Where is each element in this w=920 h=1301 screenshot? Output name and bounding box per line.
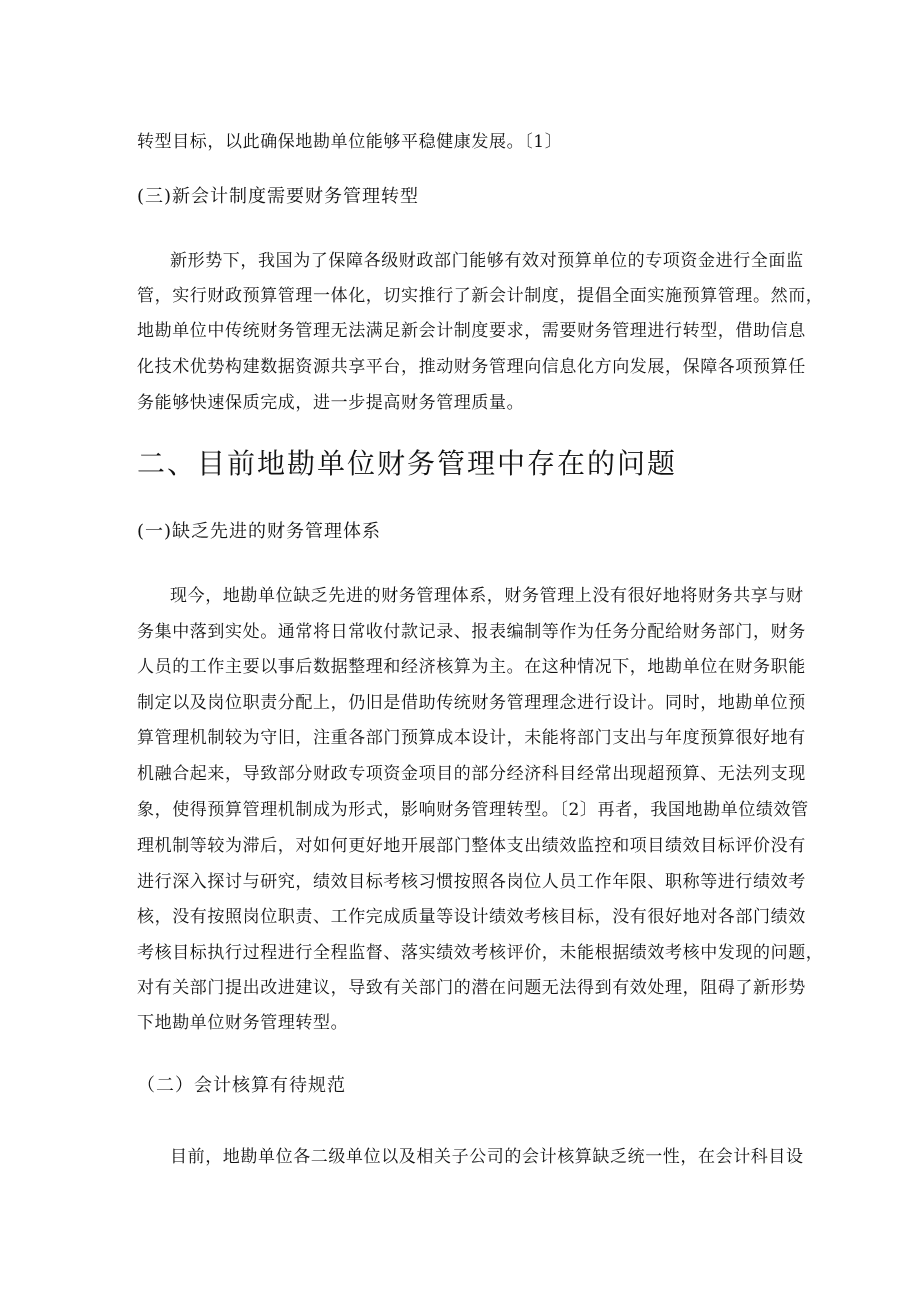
section-heading-3: (三)新会计制度需要财务管理转型 — [137, 186, 420, 207]
paragraph-line: 化技术优势构建数据资源共享平台，推动财务管理向信息化方向发展，保障各项预算任 — [137, 357, 806, 377]
paragraph-line: 转型目标，以此确保地勘单位能够平稳健康发展。〔1〕 — [137, 132, 563, 152]
paragraph-line: 管，实行财政预算管理一体化，切实推行了新会计制度，提倡全面实施预算管理。然而， — [137, 286, 824, 306]
paragraph-line: 人员的工作主要以事后数据整理和经济核算为主。在这种情况下，地勘单位在财务职能 — [137, 657, 806, 677]
paragraph-line: 核，没有按照岗位职责、工作完成质量等设计绩效考核目标，没有很好地对各部门绩效 — [137, 907, 806, 927]
paragraph-line: 务能够快速保质完成，进一步提高财务管理质量。 — [137, 393, 525, 413]
paragraph-line: 考核目标执行过程进行全程监督、落实绩效考核评价，未能根据绩效考核中发现的问题， — [137, 943, 824, 963]
paragraph-line: 算管理机制较为守旧，注重各部门预算成本设计，未能将部门支出与年度预算很好地有 — [137, 728, 806, 748]
paragraph-line: 理机制等较为滞后，对如何更好地开展部门整体支出绩效监控和项目绩效目标评价没有 — [137, 836, 806, 856]
paragraph-line: 现今，地勘单位缺乏先进的财务管理体系，财务管理上没有很好地将财务共享与财 — [170, 586, 804, 606]
paragraph-line: 务集中落到实处。通常将日常收付款记录、报表编制等作为任务分配给财务部门，财务 — [137, 622, 806, 642]
section-heading-2: （二）会计核算有待规范 — [137, 1075, 346, 1096]
paragraph-line: 对有关部门提出改进建议，导致有关部门的潜在问题无法得到有效处理，阻碍了新形势 — [137, 978, 806, 998]
chapter-heading: 二、目前地勘单位财务管理中存在的问题 — [137, 447, 678, 480]
paragraph-line: 象，使得预算管理机制成为形式，影响财务管理转型。〔2〕再者，我国地勘单位绩效管 — [137, 800, 809, 820]
paragraph-line: 目前，地勘单位各二级单位以及相关子公司的会计核算缺乏统一性，在会计科目设 — [170, 1147, 804, 1167]
paragraph-line: 新形势下，我国为了保障各级财政部门能够有效对预算单位的专项资金进行全面监 — [170, 251, 804, 271]
paragraph-line: 制定以及岗位职责分配上，仍旧是借助传统财务管理理念进行设计。同时，地勘单位预 — [137, 693, 806, 713]
paragraph-line: 进行深入探讨与研究，绩效目标考核习惯按照各岗位人员工作年限、职称等进行绩效考 — [137, 872, 806, 892]
paragraph-line: 机融合起来，导致部分财政专项资金项目的部分经济科目经常出现超预算、无法列支现 — [137, 764, 806, 784]
section-heading-1: (一)缺乏先进的财务管理体系 — [137, 521, 382, 542]
paragraph-line: 地勘单位中传统财务管理无法满足新会计制度要求，需要财务管理进行转型，借助信息 — [137, 321, 806, 341]
paragraph-line: 下地勘单位财务管理转型。 — [137, 1013, 349, 1033]
